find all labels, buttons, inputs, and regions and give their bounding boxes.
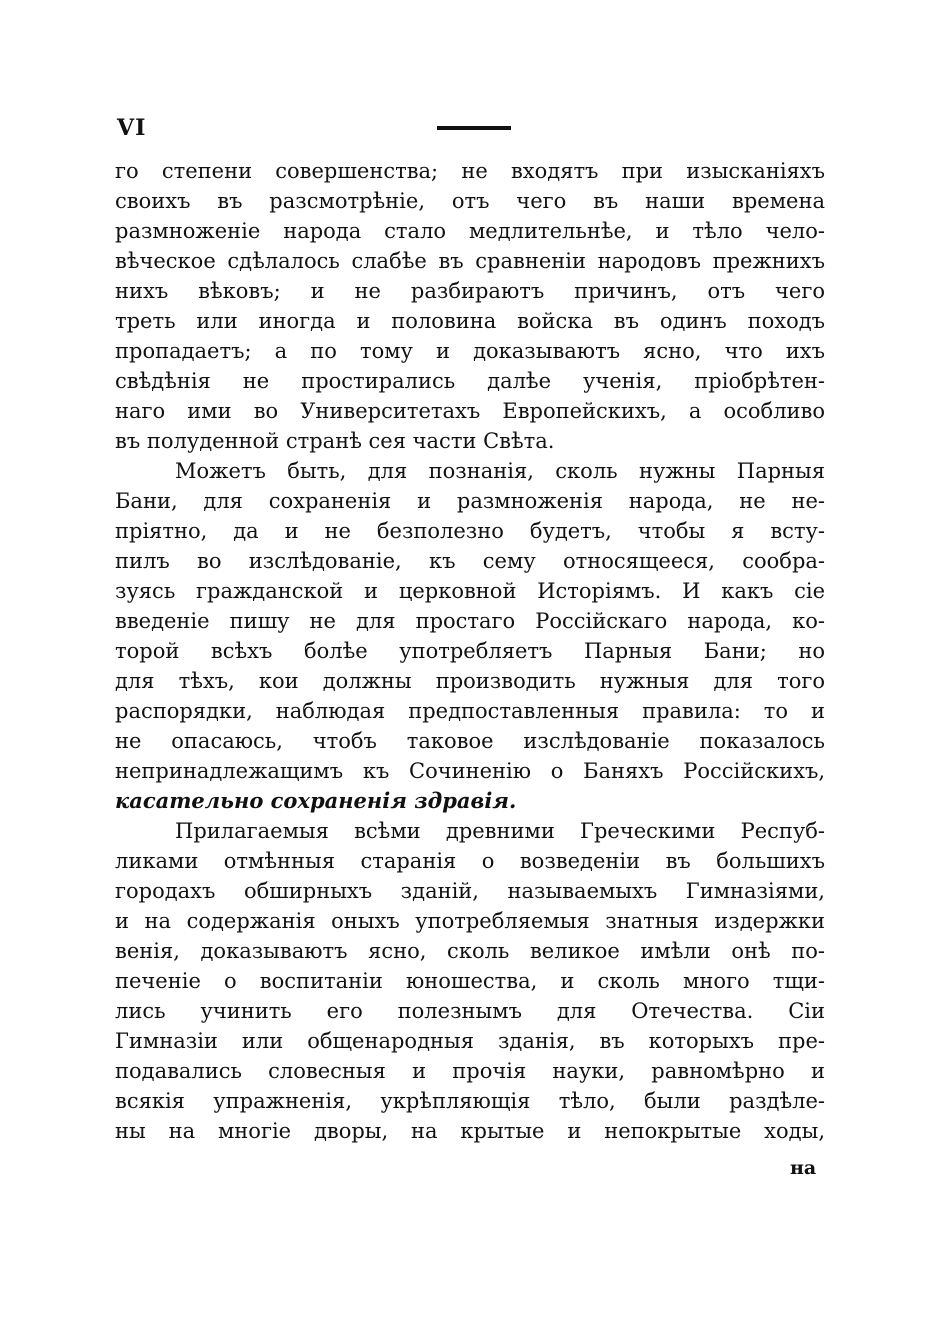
page-number: VI <box>117 115 147 141</box>
text-line: пилъ во изслѣдованіе, къ сему относящееся, сообра- <box>115 549 825 573</box>
text-line: нихъ вѣковъ; и не разбираютъ причинъ, отъ чего <box>115 279 825 303</box>
text-line: городахъ обширныхъ зданій, называемыхъ Гимназіями, <box>115 879 825 903</box>
catchword: на <box>790 1157 817 1179</box>
text-line: лись учинить его полезнымъ для Отечества. Сіи <box>115 999 825 1023</box>
text-line: пріятно, да и не безполезно будетъ, чтобы я всту- <box>115 519 825 543</box>
paragraph-start-line: Прилагаемыя всѣми древними Греческими Респуб- <box>175 819 825 843</box>
text-line: наго ими во Университетахъ Европейскихъ, а особливо <box>115 399 825 423</box>
text-line: Бани, для сохраненія и размноженія народа, не не- <box>115 489 825 513</box>
text-line: введеніе пишу не для простаго Россійскаго народа, ко- <box>115 609 825 633</box>
text-line: своихъ въ разсмотрѣніе, отъ чего въ наши времена <box>115 189 825 213</box>
text-line: распорядки, наблюдая предпоставленныя правила: то и <box>115 699 825 723</box>
text-line: въ полуденной странѣ сея части Свѣта. <box>115 429 555 453</box>
text-line: размноженіе народа стало медлительнѣе, и тѣло чело- <box>115 219 825 243</box>
text-line: вѣческое сдѣлалось слабѣе въ сравненіи народовъ прежнихъ <box>115 249 825 273</box>
text-line: свѣдѣнія не простирались далѣе ученія, пріобрѣтен- <box>115 369 825 393</box>
text-line: не опасаюсь, чтобъ таковое изслѣдованіе показалось <box>115 729 825 753</box>
text-line: го степени совершенства; не входятъ при изысканіяхъ <box>115 159 825 183</box>
text-line: торой всѣхъ болѣе употребляетъ Парныя Бани; но <box>115 639 825 663</box>
text-line: венія, доказываютъ ясно, сколь великое имѣли онѣ по- <box>115 939 825 963</box>
text-line: ликами отмѣнныя старанія о возведеніи въ большихъ <box>115 849 825 873</box>
text-line: зуясь гражданской и церковной Исторіямъ. И какъ сіе <box>115 579 825 603</box>
text-line: и на содержанія оныхъ употребляемыя знатныя издержки <box>115 909 825 933</box>
text-line: непринадлежащимъ къ Сочиненію о Баняхъ Россійскихъ, <box>115 759 825 783</box>
text-line: пропадаетъ; а по тому и доказываютъ ясно, что ихъ <box>115 339 825 363</box>
text-line: всякія упражненія, укрѣпляющія тѣло, были раздѣле- <box>115 1089 825 1113</box>
text-line: подавались словесныя и прочія науки, равномѣрно и <box>115 1059 825 1083</box>
text-line: для тѣхъ, кои должны производить нужныя для того <box>115 669 825 693</box>
text-line: треть или иногда и половина войска въ одинъ походъ <box>115 309 825 333</box>
body-text <box>115 156 825 1146</box>
paragraph-start-line: Можетъ быть, для познанія, сколь нужны Парныя <box>175 459 825 483</box>
text-line: печеніе о воспитаніи юношества, и сколь много тщи- <box>115 969 825 993</box>
text-line: касательно сохраненія здравія. <box>115 788 517 813</box>
text-line: ны на многіе дворы, на крытые и непокрытые ходы, <box>115 1119 825 1143</box>
header-rule <box>437 126 511 130</box>
text-line: Гимназіи или общенародныя зданія, въ которыхъ пре- <box>115 1029 825 1053</box>
